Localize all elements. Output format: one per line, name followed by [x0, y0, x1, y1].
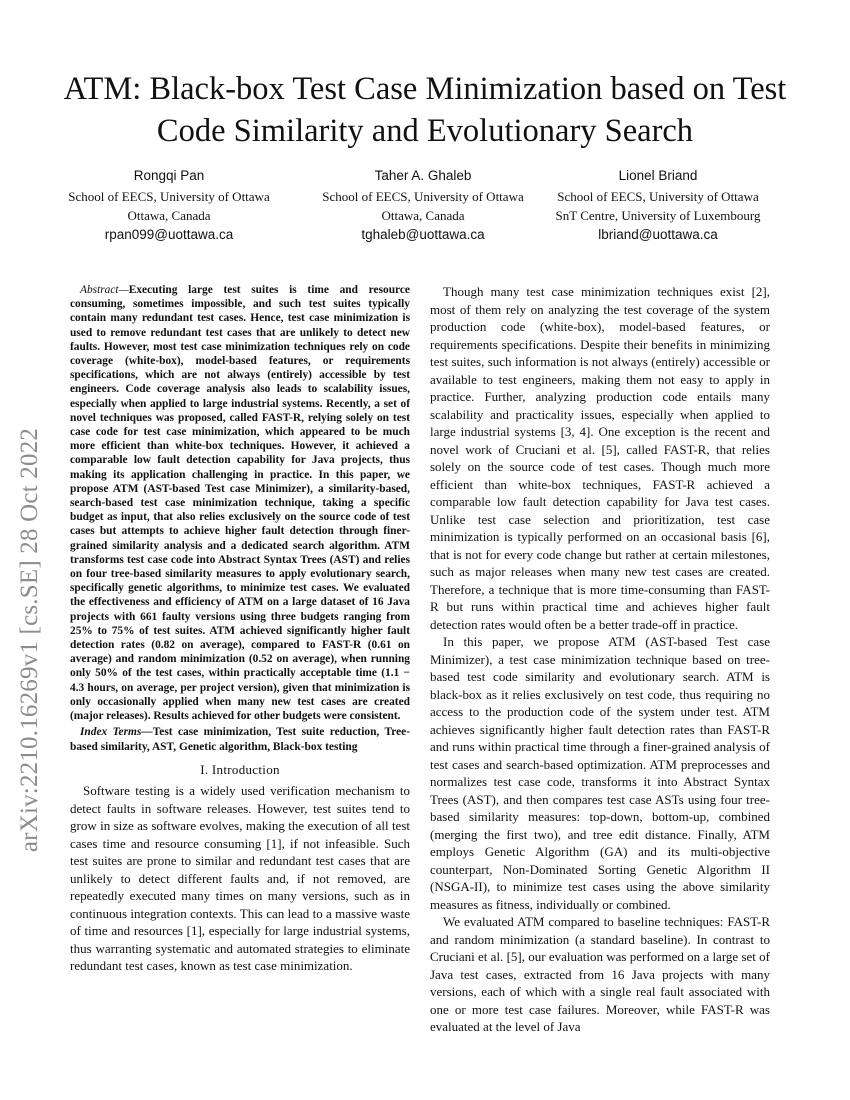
author-name: Lionel Briand: [618, 168, 698, 183]
author-location: Ottawa, Canada: [381, 208, 465, 223]
arxiv-identifier-text: arXiv:2210.16269v1 [cs.SE] 28 Oct 2022: [16, 427, 43, 853]
left-column: [70, 283, 410, 975]
body-paragraph: We evaluated ATM compared to baseline techniques: FAST-R and random minimization (a standard baseline). In contrast to Cruciani et al. [5], our evaluation was performed on a large set of Java test cases, extracted from 16 Java projects with many versions, each of which with a single real fault associated with one or more test case failures. Moreover, while FAST-R was evaluated at the level of Java: [430, 914, 770, 1034]
author-location: Ottawa, Canada: [127, 208, 211, 223]
author-email: rpan099@uottawa.ca: [104, 227, 234, 242]
author-email: lbriand@uottawa.ca: [598, 227, 718, 242]
author-3: [533, 166, 783, 244]
author-affiliation: School of EECS, University of Ottawa: [322, 189, 524, 204]
paper-title: ATM: Black-box Test Case Minimization based on Test Code Similarity and Evolutionary Search: [63, 71, 787, 149]
body-paragraph: Software testing is a widely used verification mechanism to detect faults in software releases. However, test suites tend to grow in size as software evolves, making the execution of all test cases time and resource consuming [1], if not infeasible. Such test suites are prone to similar and redundant test cases that are unlikely to detect different faults and, if not removed, are repeatedly executed many times on many versions, such as in continuous integration contexts. This can lead to a massive waste of time and resources [1], especially for large industrial systems, thus warranting systematic and automated strategies to eliminate redundant test cases, known as test case minimization.: [70, 783, 410, 974]
index-terms: [70, 725, 410, 753]
abstract-text: Executing large test suites is time and resource consuming, sometimes impossible, and such test suites typically contain many redundant test cases. Hence, test case minimization is used to remove redundant test cases that are unlikely to detect new faults. However, most test case minimization techniques rely on code coverage (white-box), model-based features, or requirements specifications, which are not always (entirely) accessible by test engineers. Code coverage analysis also leads to scalability issues, especially when applied to large industrial systems. Recently, a set of novel techniques was proposed, called FAST-R, relying solely on test case code for test case minimization, which appeared to be much more efficient than white-box techniques. However, it achieved a comparable low fault detection capability for Java projects, thus making its application challenging in practice. In this paper, we propose ATM (AST-based Test case Minimizer), a similarity-based, search-based test case minimization technique, taking a specific budget as input, that also relies exclusively on the source code of test cases but attempts to achieve higher fault detection through finer-grained similarity analysis and a dedicated search algorithm. ATM transforms test case code into Abstract Syntax Trees (AST) and relies on four tree-based similarity measures to apply evolutionary search, specifically genetic algorithms, to minimize test cases. We evaluated the effectiveness and efficiency of ATM on a large dataset of 16 Java projects with 661 faulty versions using three budgets ranging from 25% to 75% of test suites. ATM achieved significantly higher fault detection rates (0.82 on average), compared to FAST-R (0.61 on average) and random minimization (0.52 on average), when running only 50% of the test cases, within practically acceptable time (1.1 − 4.3 hours, on average, per project version), given that minimization is only occasionally applied when many new test cases are created (major releases). Results achieved for other budgets were consistent.: [70, 284, 410, 723]
author-1: [44, 166, 294, 244]
author-location: SnT Centre, University of Luxembourg: [555, 208, 761, 223]
body-paragraph: Though many test case minimization techniques exist [2], most of them rely on analyzing the test coverage of the system production code (white-box), model-based features, or requirements specifications. Despite their benefits in minimizing test suites, such information is not always (entirely) accessible or available to test engineers, making them not easy to apply in practice. Further, analyzing production code entails many scalability and practicality issues, especially when applied to large industrial systems [3, 4]. One exception is the recent and novel work of Cruciani et al. [5], called FAST-R, that relies solely on the source code of test cases. Though much more efficient than white-box techniques, FAST-R achieved a comparable low fault detection capability for Java test cases. Unlike test case selection and prioritization, test case minimization is typically performed on an occasional basis [6], that is not for every code change but rather at certain milestones, such as major releases when many new test cases are created. Therefore, a technique that is more time-consuming than FAST-R but runs within practical time and achieves higher fault detection rates would often be a better trade-off in practice.: [430, 284, 770, 632]
body-paragraph: In this paper, we propose ATM (AST-based Test case Minimizer), a test case minimization technique based on tree-based test code similarity and evolutionary search. ATM is black-box as it relies exclusively on test code, thus requiring no access to the production code of the system under test. ATM achieves significantly higher fault detection rates than FAST-R and runs within practical time through a finer-grained analysis of test cases and search-based optimization. ATM preprocesses and normalizes test case code, transforms it into Abstract Syntax Trees (AST), and then compares test case ASTs using four tree-based similarity measures: top-down, bottom-up, combined (merging the first two), and tree edit distance. Finally, ATM employs Genetic Algorithm (GA) and its multi-objective counterpart, Non-Dominated Sorting Genetic Algorithm II (NSGA-II), to minimize test cases using the above similarity measures as fitness, individually or combined.: [430, 634, 770, 912]
author-affiliation: School of EECS, University of Ottawa: [68, 189, 270, 204]
author-name: Rongqi Pan: [133, 168, 205, 183]
section-heading-introduction: I. Introduction: [200, 761, 280, 777]
author-email: tghaleb@uottawa.ca: [361, 227, 485, 242]
abstract-label: Abstract—: [80, 284, 129, 296]
index-terms-label: Index Terms—: [80, 726, 153, 739]
author-2: [298, 166, 548, 244]
author-name: Taher A. Ghaleb: [374, 168, 472, 183]
right-column: [430, 283, 770, 1036]
author-affiliation: School of EECS, University of Ottawa: [557, 189, 759, 204]
index-terms-text: Test case minimization, Test suite reduction, Tree-based similarity, AST, Genetic algorithm, Black-box testing: [70, 726, 410, 753]
abstract: [70, 283, 410, 754]
abstract-paragraph: [70, 283, 410, 723]
arxiv-identifier-stamp: [6, 300, 54, 980]
